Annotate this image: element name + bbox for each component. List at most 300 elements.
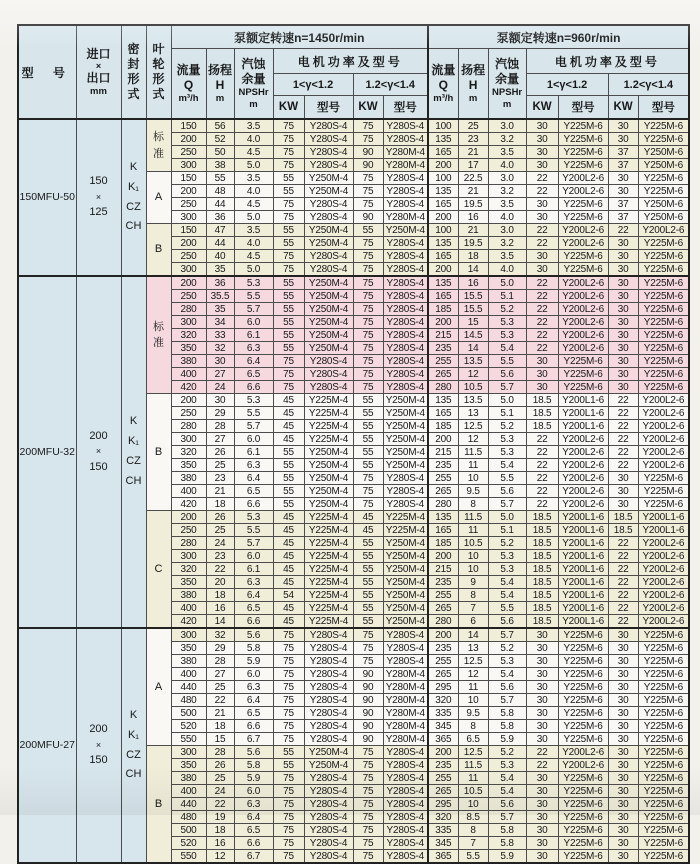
spec-cell: Y200L1-6	[558, 602, 608, 615]
spec-cell: 18.5	[526, 537, 558, 550]
spec-cell: 12.5	[458, 420, 488, 433]
spec-cell: 22	[526, 276, 558, 290]
ports-cell	[76, 628, 121, 863]
spec-cell: 55	[206, 172, 234, 185]
spec-cell: Y225M-6	[638, 837, 689, 850]
spec-cell: 30	[608, 707, 638, 720]
spec-cell: Y280S-4	[304, 694, 353, 707]
impeller-cell	[146, 224, 171, 277]
spec-cell: Y225M-4	[304, 563, 353, 576]
spec-cell: 22	[526, 172, 558, 185]
gamma-range-low: 1<γ<1.2	[273, 74, 353, 96]
spec-cell: 5.5	[488, 355, 526, 368]
spec-cell: Y225M-4	[383, 511, 428, 524]
spec-cell: Y225M-6	[638, 250, 689, 263]
spec-cell: 6.0	[234, 668, 273, 681]
spec-cell: 30	[526, 720, 558, 733]
spec-cell: 75	[353, 772, 383, 785]
spec-cell: 10	[458, 550, 488, 563]
spec-cell: 45	[273, 433, 304, 446]
spec-cell: Y280S-4	[383, 290, 428, 303]
col-header-impeller	[146, 25, 171, 119]
spec-cell: 30	[608, 655, 638, 668]
seal-cell	[121, 276, 146, 628]
spec-cell: 21	[206, 485, 234, 498]
spec-cell: 55	[353, 615, 383, 629]
spec-cell: 165	[428, 146, 458, 159]
spec-cell: Y280S-4	[383, 133, 428, 146]
spec-cell: 75	[273, 668, 304, 681]
spec-cell: Y200L2-6	[638, 224, 689, 237]
spec-cell: 45	[273, 394, 304, 407]
spec-cell: Y280M-4	[383, 211, 428, 224]
spec-cell: 30	[206, 394, 234, 407]
spec-cell: 6.6	[234, 615, 273, 629]
spec-cell: Y280S-4	[304, 720, 353, 733]
flow-header-symbol: Q	[438, 77, 448, 92]
spec-cell: 520	[171, 720, 206, 733]
spec-cell: 55	[273, 446, 304, 459]
spec-cell: 55	[273, 303, 304, 316]
spec-cell: 30	[608, 316, 638, 329]
spec-cell: 5.3	[234, 276, 273, 290]
spec-cell: 75	[273, 720, 304, 733]
ports-cell-line: 200	[89, 429, 108, 442]
spec-cell: 55	[273, 329, 304, 342]
seal-cell-line: K	[129, 415, 138, 428]
spec-cell: 27	[206, 433, 234, 446]
spec-cell: 22	[608, 576, 638, 589]
col-header-npsh-960	[488, 49, 526, 120]
spec-cell: Y225M-6	[638, 290, 689, 303]
spec-cell: Y280M-4	[383, 681, 428, 694]
spec-cell: 135	[428, 511, 458, 524]
spec-cell: 6.6	[234, 720, 273, 733]
spec-cell: 90	[353, 733, 383, 746]
spec-cell: 300	[171, 746, 206, 759]
flow-header-line: 流量	[431, 62, 456, 77]
spec-cell: 4.5	[234, 146, 273, 159]
spec-cell: 18.5	[526, 407, 558, 420]
spec-cell: Y200L2-6	[558, 746, 608, 759]
spec-cell: 18.5	[526, 602, 558, 615]
spec-cell: 55	[273, 498, 304, 511]
spec-cell: 22	[526, 290, 558, 303]
spec-cell: 75	[353, 485, 383, 498]
seal-cell-line: K	[129, 160, 138, 173]
spec-cell: 18.5	[526, 576, 558, 589]
spec-cell: 18	[206, 824, 234, 837]
spec-cell: 30	[526, 837, 558, 850]
spec-cell: Y280S-4	[304, 642, 353, 655]
spec-cell: 13.5	[458, 355, 488, 368]
spec-cell: Y280S-4	[304, 798, 353, 811]
seal-cell-line: K₁	[127, 180, 140, 193]
spec-cell: 30	[608, 628, 638, 642]
spec-cell: 75	[273, 733, 304, 746]
spec-cell: 300	[171, 263, 206, 277]
motor-model-header: 型号	[638, 96, 689, 120]
spec-cell: 14	[458, 263, 488, 277]
spec-cell: 5.4	[488, 459, 526, 472]
spec-cell: 56	[206, 119, 234, 133]
spec-cell: 7	[458, 837, 488, 850]
spec-cell: Y225M-4	[304, 602, 353, 615]
spec-cell: 4.5	[234, 250, 273, 263]
spec-cell: 320	[171, 446, 206, 459]
spec-cell: 22	[526, 485, 558, 498]
spec-cell: 29	[206, 407, 234, 420]
spec-cell: 8.5	[458, 811, 488, 824]
spec-cell: 55	[273, 290, 304, 303]
spec-cell: Y225M-4	[304, 537, 353, 550]
spec-cell: 28	[206, 746, 234, 759]
spec-cell: 4.0	[488, 211, 526, 224]
spec-cell: 55	[353, 602, 383, 615]
spec-cell: 5.8	[488, 824, 526, 837]
spec-cell: 22	[206, 798, 234, 811]
spec-cell: 3.5	[488, 146, 526, 159]
spec-cell: 420	[171, 498, 206, 511]
spec-cell: 30	[526, 655, 558, 668]
spec-cell: Y280S-4	[383, 850, 428, 864]
spec-cell: 215	[428, 329, 458, 342]
motor-header-960: 电机功率及型号	[526, 49, 689, 74]
spec-cell: 11	[458, 524, 488, 537]
impeller-cell	[146, 628, 171, 746]
spec-cell: Y200L2-6	[638, 550, 689, 563]
spec-cell: 21	[458, 146, 488, 159]
col-header-flow-1450	[171, 49, 206, 120]
spec-cell: Y225M-4	[304, 550, 353, 563]
spec-cell: 75	[273, 694, 304, 707]
npsh-header-line: 余量	[495, 71, 520, 86]
spec-cell: 45	[273, 602, 304, 615]
spec-cell: Y225M-6	[638, 746, 689, 759]
seal-cell-line: K₁	[127, 728, 140, 741]
spec-cell: 55	[353, 420, 383, 433]
spec-cell: 21	[206, 707, 234, 720]
spec-cell: 22	[608, 589, 638, 602]
spec-cell: Y280S-4	[304, 628, 353, 642]
spec-cell: 52	[206, 133, 234, 146]
spec-cell: 100	[428, 224, 458, 237]
spec-cell: 5.9	[234, 772, 273, 785]
spec-cell: 90	[353, 707, 383, 720]
spec-cell: 75	[273, 381, 304, 394]
spec-cell: Y225M-6	[558, 198, 608, 211]
spec-cell: 30	[526, 850, 558, 864]
spec-cell: Y225M-6	[558, 811, 608, 824]
spec-cell: 250	[171, 407, 206, 420]
spec-cell: 5.3	[488, 446, 526, 459]
spec-cell: 5.7	[488, 381, 526, 394]
spec-cell: 5.6	[234, 746, 273, 759]
spec-cell: 30	[608, 237, 638, 250]
spec-cell: 37	[608, 211, 638, 224]
spec-cell: 8	[458, 498, 488, 511]
spec-cell: Y250M-4	[383, 407, 428, 420]
spec-cell: 30	[608, 772, 638, 785]
seal-header-line: 密	[127, 42, 140, 56]
impeller-cell-line: A	[154, 191, 163, 204]
spec-cell: 300	[171, 628, 206, 642]
spec-cell: 5.0	[488, 511, 526, 524]
spec-cell: 10	[458, 798, 488, 811]
spec-row	[18, 628, 689, 642]
spec-cell: 22	[526, 342, 558, 355]
spec-cell: Y200L2-6	[638, 615, 689, 629]
spec-cell: 44	[206, 198, 234, 211]
spec-cell: 45	[273, 537, 304, 550]
spec-cell: 30	[608, 694, 638, 707]
spec-cell: Y250M-4	[383, 394, 428, 407]
spec-cell: Y225M-6	[638, 681, 689, 694]
spec-cell: 13	[458, 642, 488, 655]
seal-cell-line: K	[129, 708, 138, 721]
spec-cell: 255	[428, 355, 458, 368]
spec-cell: Y250M-4	[304, 498, 353, 511]
spec-cell: 185	[428, 537, 458, 550]
spec-cell: 5.5	[458, 850, 488, 864]
spec-cell: Y225M-6	[638, 355, 689, 368]
spec-cell: 17	[458, 159, 488, 172]
spec-cell: Y280S-4	[383, 198, 428, 211]
spec-cell: 16	[206, 837, 234, 850]
spec-cell: Y225M-6	[638, 342, 689, 355]
spec-cell: 55	[273, 172, 304, 185]
spec-cell: 550	[171, 733, 206, 746]
spec-cell: 380	[171, 355, 206, 368]
spec-cell: 265	[428, 785, 458, 798]
spec-cell: 5.6	[488, 485, 526, 498]
spec-cell: Y280S-4	[304, 146, 353, 159]
spec-cell: 75	[273, 824, 304, 837]
seal-cell	[121, 119, 146, 276]
spec-cell: 5.3	[488, 655, 526, 668]
spec-cell: Y250M-4	[383, 602, 428, 615]
kw-header: KW	[353, 96, 383, 120]
spec-cell: 280	[171, 303, 206, 316]
spec-cell: 75	[353, 642, 383, 655]
spec-cell: 3.5	[234, 119, 273, 133]
spec-cell: 18.5	[526, 420, 558, 433]
spec-cell: 22	[608, 407, 638, 420]
spec-cell: 22	[526, 185, 558, 198]
spec-cell: Y200L2-6	[638, 394, 689, 407]
spec-cell: Y280S-4	[304, 263, 353, 277]
spec-cell: 185	[428, 303, 458, 316]
spec-cell: Y225M-6	[558, 355, 608, 368]
spec-cell: 480	[171, 811, 206, 824]
spec-cell: 15	[206, 733, 234, 746]
spec-cell: 6.5	[234, 707, 273, 720]
spec-cell: 25	[206, 681, 234, 694]
spec-cell: 11	[458, 772, 488, 785]
spec-cell: 15.5	[458, 290, 488, 303]
spec-cell: Y225M-6	[638, 668, 689, 681]
spec-cell: 6.3	[234, 342, 273, 355]
spec-cell: 440	[171, 798, 206, 811]
seal-cell-line: CH	[125, 220, 142, 233]
spec-cell: Y250M-4	[304, 237, 353, 250]
spec-cell: Y200L2-6	[558, 485, 608, 498]
spec-row	[18, 276, 689, 290]
spec-cell: 22	[206, 694, 234, 707]
spec-cell: 75	[353, 785, 383, 798]
spec-cell: 6.5	[234, 824, 273, 837]
spec-cell: 75	[353, 342, 383, 355]
spec-cell: 300	[171, 211, 206, 224]
spec-cell: 280	[171, 537, 206, 550]
spec-cell: 55	[273, 485, 304, 498]
spec-cell: Y250M-4	[383, 420, 428, 433]
spec-cell: 100	[428, 172, 458, 185]
spec-cell: 20	[206, 576, 234, 589]
spec-cell: 37	[608, 146, 638, 159]
spec-cell: 400	[171, 668, 206, 681]
spec-cell: 12	[458, 368, 488, 381]
spec-cell: 75	[353, 250, 383, 263]
spec-cell: 11	[458, 681, 488, 694]
spec-cell: 350	[171, 576, 206, 589]
spec-cell: Y200L2-6	[558, 237, 608, 250]
spec-cell: 30	[608, 381, 638, 394]
spec-cell: Y225M-6	[638, 316, 689, 329]
spec-cell: Y250M-4	[383, 576, 428, 589]
spec-cell: 30	[608, 263, 638, 277]
spec-cell: Y200L2-6	[558, 498, 608, 511]
spec-cell: 150	[171, 172, 206, 185]
spec-cell: Y280S-4	[383, 772, 428, 785]
spec-cell: Y225M-4	[304, 576, 353, 589]
spec-cell: 5.2	[488, 642, 526, 655]
spec-cell: 30	[608, 785, 638, 798]
spec-cell: 30	[526, 772, 558, 785]
spec-cell: 380	[171, 655, 206, 668]
spec-cell: Y225M-6	[638, 172, 689, 185]
spec-cell: Y250M-4	[383, 550, 428, 563]
spec-cell: 30	[526, 798, 558, 811]
spec-cell: Y200L2-6	[558, 316, 608, 329]
spec-cell: 75	[273, 133, 304, 146]
impeller-cell	[146, 276, 171, 394]
spec-cell: Y225M-6	[638, 368, 689, 381]
spec-cell: 4.0	[488, 159, 526, 172]
spec-cell: 11.5	[458, 759, 488, 772]
spec-cell: 75	[273, 798, 304, 811]
spec-cell: 75	[273, 211, 304, 224]
spec-cell: 18	[206, 498, 234, 511]
spec-cell: 22	[526, 459, 558, 472]
spec-cell: 6.0	[234, 785, 273, 798]
spec-cell: 135	[428, 133, 458, 146]
flow-header-line: 流量	[176, 62, 201, 77]
seal-header-line: 形	[127, 72, 140, 86]
spec-cell: 32	[206, 628, 234, 642]
spec-cell: 5.0	[488, 276, 526, 290]
spec-cell: 90	[353, 694, 383, 707]
spec-cell: 295	[428, 798, 458, 811]
spec-cell: 5.6	[488, 681, 526, 694]
spec-cell: 75	[353, 276, 383, 290]
spec-cell: Y280S-4	[383, 628, 428, 642]
spec-cell: Y280S-4	[304, 119, 353, 133]
spec-cell: 5.6	[234, 628, 273, 642]
spec-cell: 380	[171, 772, 206, 785]
spec-cell: 295	[428, 681, 458, 694]
spec-cell: 165	[428, 407, 458, 420]
ports-header-unit: mm	[90, 85, 107, 97]
spec-cell: 30	[608, 733, 638, 746]
spec-cell: Y250M-4	[304, 276, 353, 290]
spec-cell: 18.5	[526, 524, 558, 537]
spec-cell: 14.5	[458, 329, 488, 342]
spec-cell: 5.5	[234, 407, 273, 420]
spec-cell: 30	[608, 850, 638, 864]
spec-cell: 265	[428, 368, 458, 381]
spec-cell: 5.9	[488, 850, 526, 864]
spec-cell: 3.5	[488, 250, 526, 263]
spec-cell: Y250M-4	[383, 537, 428, 550]
spec-cell: 54	[273, 589, 304, 602]
spec-cell: Y200L1-6	[558, 511, 608, 524]
spec-cell: Y225M-6	[558, 628, 608, 642]
spec-cell: 165	[428, 198, 458, 211]
spec-cell: 5.3	[234, 394, 273, 407]
spec-cell: 5.5	[234, 524, 273, 537]
seal-header-line: 式	[127, 87, 140, 101]
spec-cell: 55	[353, 433, 383, 446]
spec-cell: Y200L2-6	[558, 472, 608, 485]
spec-cell: 22	[526, 498, 558, 511]
pump-spec-table	[17, 24, 690, 864]
spec-cell: 75	[353, 355, 383, 368]
spec-cell: 30	[608, 290, 638, 303]
spec-cell: 165	[428, 524, 458, 537]
spec-cell: 6.3	[234, 798, 273, 811]
spec-cell: Y225M-6	[638, 694, 689, 707]
spec-cell: Y280S-4	[383, 655, 428, 668]
spec-cell: 5.7	[488, 498, 526, 511]
spec-cell: 5.6	[488, 798, 526, 811]
spec-cell: 18.5	[608, 511, 638, 524]
spec-cell: Y280S-4	[304, 159, 353, 172]
spec-cell: 480	[171, 694, 206, 707]
ports-cell-line: ×	[95, 191, 102, 202]
spec-cell: 255	[428, 589, 458, 602]
spec-cell: Y200L2-6	[638, 576, 689, 589]
motor-model-header: 型号	[383, 96, 428, 120]
spec-cell: Y225M-6	[638, 850, 689, 864]
spec-cell: 37	[608, 198, 638, 211]
spec-cell: 10.5	[458, 537, 488, 550]
spec-cell: 75	[273, 198, 304, 211]
spec-cell: 75	[353, 837, 383, 850]
spec-cell: 200	[171, 185, 206, 198]
spec-cell: 75	[353, 237, 383, 250]
spec-cell: 8	[458, 589, 488, 602]
spec-cell: 26	[206, 446, 234, 459]
spec-cell: 21	[458, 224, 488, 237]
multiply-sign: ×	[95, 60, 102, 71]
spec-cell: 335	[428, 707, 458, 720]
spec-cell: 5.3	[488, 433, 526, 446]
spec-cell: 6.5	[234, 368, 273, 381]
spec-cell: 25	[206, 459, 234, 472]
spec-cell: 16	[206, 602, 234, 615]
spec-cell: 50	[206, 146, 234, 159]
